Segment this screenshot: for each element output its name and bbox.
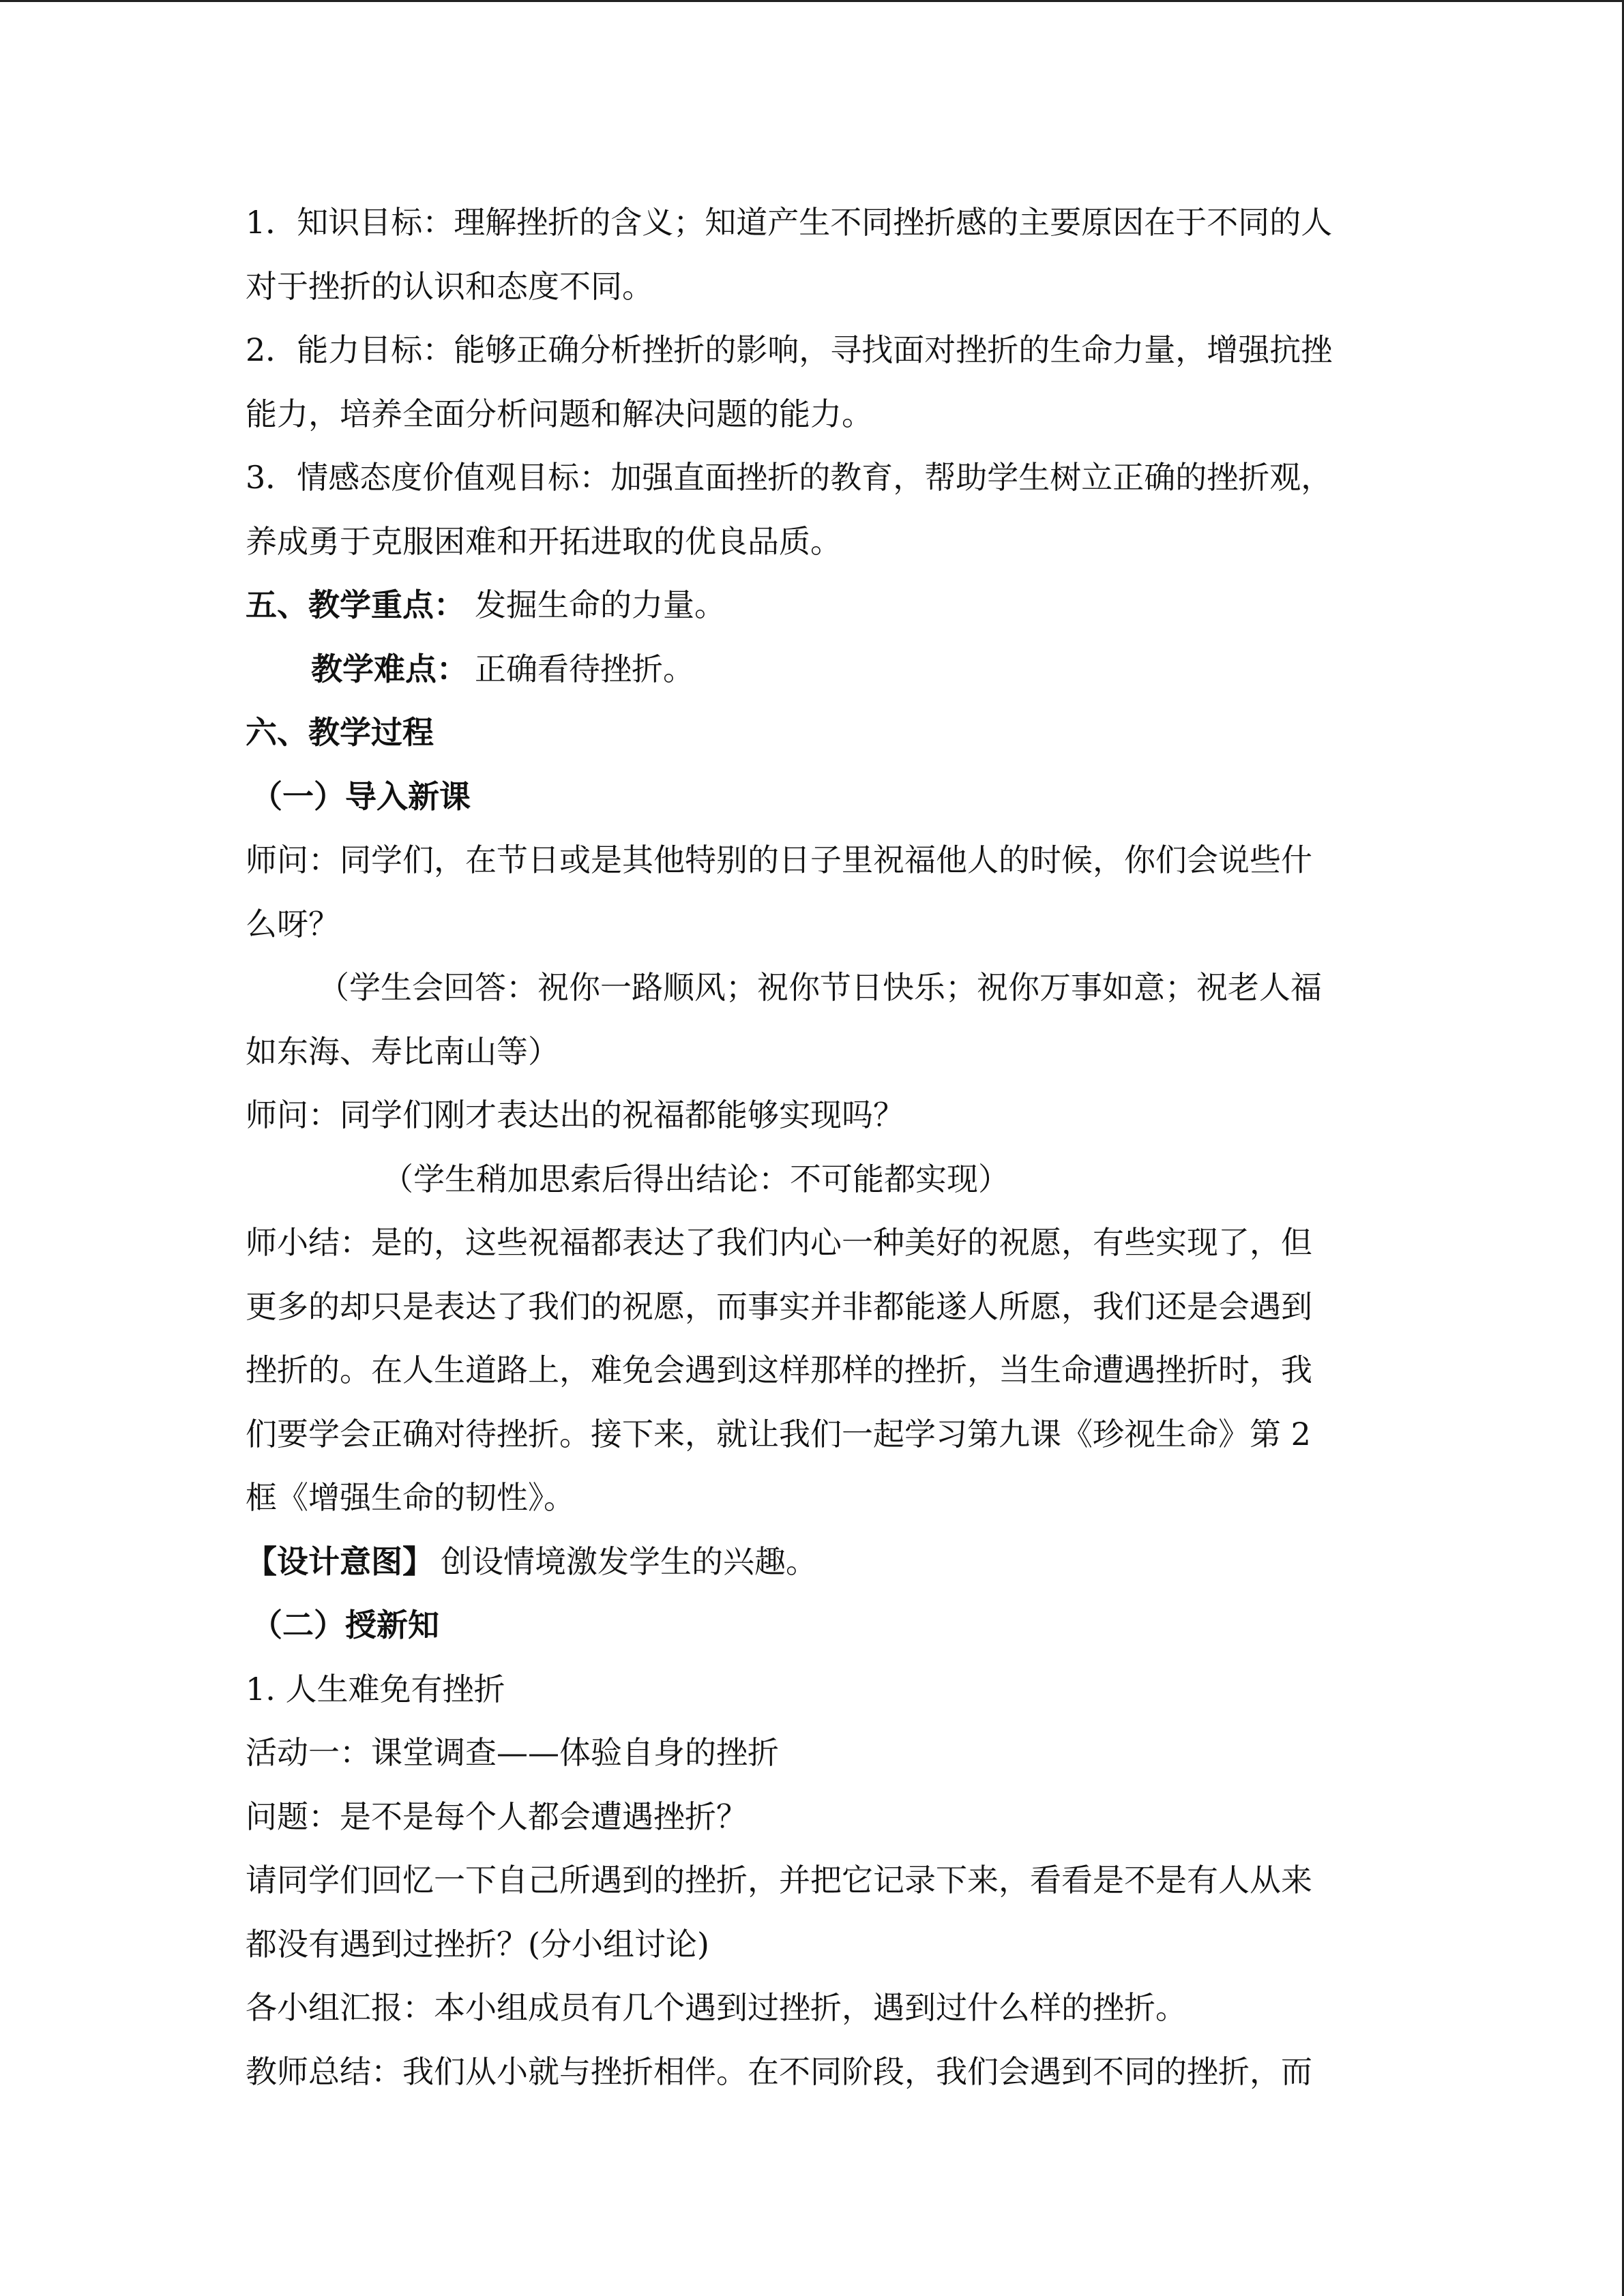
student-conclusion: （学生稍加思索后得出结论：不可能都实现）: [382, 1161, 1009, 1197]
key-points-text: 发掘生命的力量。: [475, 586, 726, 623]
paragraph-line: [0, 1147, 1624, 1211]
paragraph-line: [0, 445, 1624, 509]
goal-knowledge-line-1: 1．知识目标：理解挫折的含义；知道产生不同挫折感的主要原因在于不同的人: [246, 204, 1333, 241]
teacher-question-2: 师问：同学们刚才表达出的祝福都能够实现吗？: [246, 1097, 904, 1133]
group-report-line: 各小组汇报：本小组成员有几个遇到过挫折，遇到过什么样的挫折。: [246, 1989, 1187, 2026]
teacher-conclusion-line: 教师总结：我们从小就与挫折相伴。在不同阶段，我们会遇到不同的挫折，而: [246, 2053, 1312, 2090]
question-line: 问题：是不是每个人都会遭遇挫折？: [246, 1798, 748, 1835]
student-answer-line-1: （学生会回答：祝你一路顺风；祝你节日快乐；祝你万事如意；祝老人福: [318, 969, 1322, 1006]
paragraph-line: [0, 955, 1624, 1019]
student-answer-line-2: 如东海、寿比南山等）: [246, 1033, 559, 1070]
topic-heading-setbacks: 1. 人生难免有挫折: [246, 1671, 505, 1708]
teacher-question-1-line-2: 么呀？: [246, 906, 340, 942]
paragraph-line: [0, 1210, 1624, 1274]
key-points-heading: 五、教学重点：: [246, 586, 465, 623]
paragraph-line: [0, 1912, 1624, 1976]
key-points-line: [0, 573, 1624, 637]
subsection-heading-introduction: （一）导入新课: [251, 778, 471, 815]
subsection-heading-new-knowledge: （二）授新知: [251, 1607, 439, 1643]
goal-ability-line-1: 2．能力目标：能够正确分析挫折的影响，寻找面对挫折的生命力量，增强抗挫: [246, 331, 1333, 368]
task-line-2: 都没有遇到过挫折？(分小组讨论): [246, 1926, 709, 1963]
paragraph-line: [0, 318, 1624, 382]
task-line-1: 请同学们回忆一下自己所遇到的挫折，并把它记录下来，看看是不是有人从来: [246, 1862, 1312, 1898]
paragraph-line: [0, 1338, 1624, 1402]
paragraph-line: [0, 828, 1624, 892]
teacher-summary-line-2: 更多的却只是表达了我们的祝愿，而事实并非都能遂人所愿，我们还是会遇到: [246, 1288, 1312, 1325]
teacher-summary-line-3: 挫折的。在人生道路上，难免会遇到这样那样的挫折，当生命遭遇挫折时，我: [246, 1352, 1312, 1388]
paragraph-line: [0, 1019, 1624, 1084]
design-intent-text: 创设情境激发学生的兴趣。: [441, 1543, 817, 1580]
teacher-summary-line-5: 框《增强生命的韧性》。: [246, 1479, 575, 1516]
paragraph-line: [0, 1083, 1624, 1147]
paragraph-line: [0, 1976, 1624, 2040]
paragraph-line: [0, 1402, 1624, 1466]
goal-ability-line-2: 能力，培养全面分析问题和解决问题的能力。: [246, 396, 873, 432]
paragraph-line: [0, 254, 1624, 318]
section-heading-line: [0, 764, 1624, 829]
paragraph-line: [0, 1720, 1624, 1785]
design-intent-line: [0, 1530, 1624, 1594]
paragraph-line: [0, 1848, 1624, 1912]
teacher-question-1-line-1: 师问：同学们，在节日或是其他特别的日子里祝福他人的时候，你们会说些什: [246, 841, 1312, 878]
paragraph-line: [0, 1785, 1624, 1849]
difficult-points-heading: 教学难点：: [311, 651, 468, 687]
difficult-points-text: 正确看待挫折。: [475, 651, 694, 687]
teacher-summary-line-4: 们要学会正确对待挫折。接下来，就让我们一起学习第九课《珍视生命》第 2: [246, 1416, 1311, 1452]
paragraph-line: [0, 1465, 1624, 1530]
teacher-summary-line-1: 师小结：是的，这些祝福都表达了我们内心一种美好的祝愿，有些实现了，但: [246, 1224, 1312, 1261]
paragraph-line: [0, 382, 1624, 446]
design-intent-label: 【设计意图】: [246, 1543, 434, 1580]
goal-emotion-line-1: 3．情感态度价值观目标：加强直面挫折的教育，帮助学生树立正确的挫折观，: [246, 459, 1333, 496]
paragraph-line: [0, 892, 1624, 956]
paragraph-line: [0, 1657, 1624, 1721]
goal-knowledge-line-2: 对于挫折的认识和态度不同。: [246, 268, 653, 305]
paragraph-line: [0, 2040, 1624, 2104]
paragraph-line: [0, 190, 1624, 254]
section-heading-line: [0, 1593, 1624, 1657]
section-heading-teaching-process: 六、教学过程: [246, 714, 434, 751]
difficult-points-line: [0, 637, 1624, 701]
paragraph-line: [0, 509, 1624, 573]
activity-one: 活动一：课堂调查——体验自身的挫折: [246, 1734, 779, 1771]
section-heading-line: [0, 700, 1624, 764]
paragraph-line: [0, 1274, 1624, 1339]
goal-emotion-line-2: 养成勇于克服困难和开拓进取的优良品质。: [246, 523, 842, 560]
